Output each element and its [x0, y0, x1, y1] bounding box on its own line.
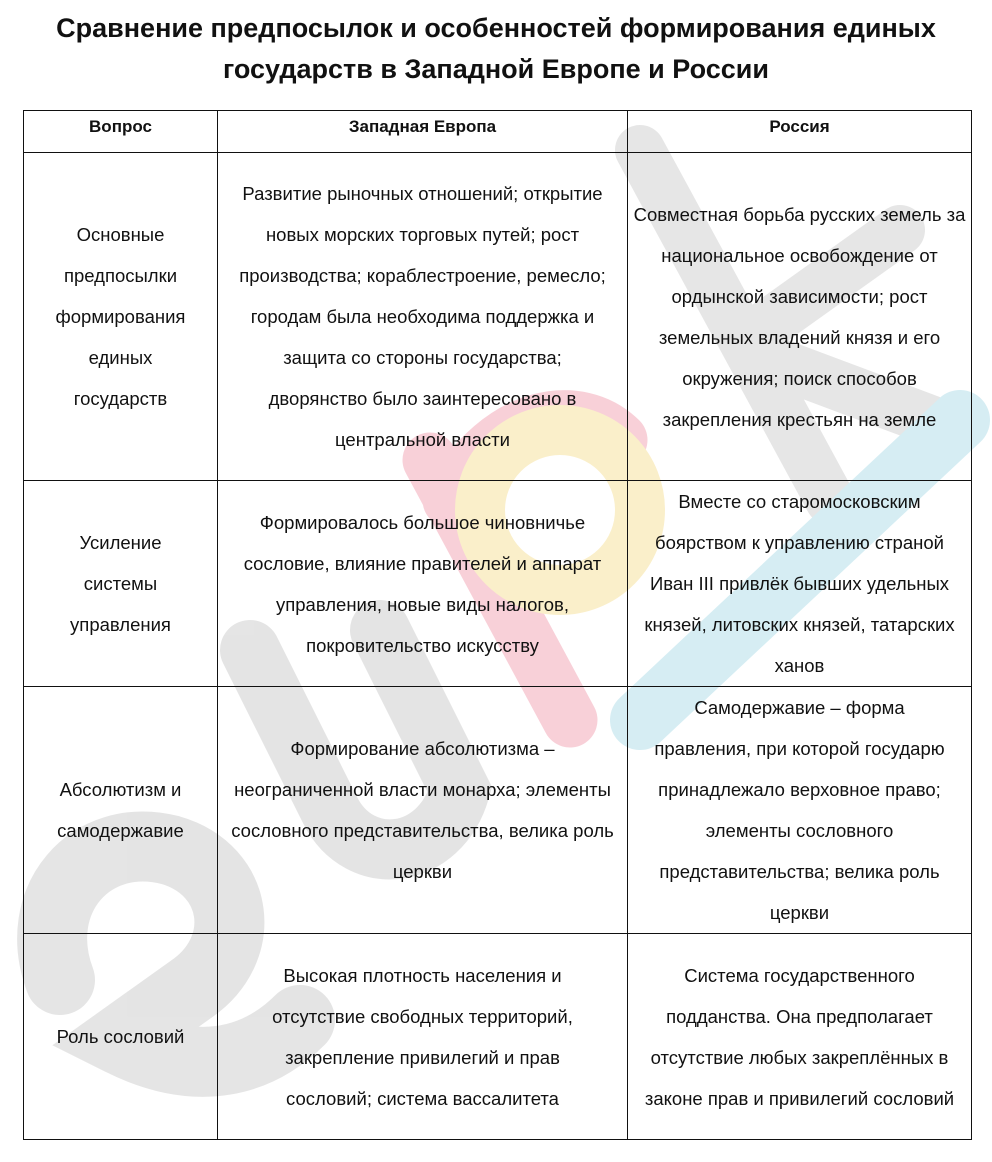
table-header-row: [24, 111, 972, 153]
header-russia: Россия: [628, 111, 972, 153]
cell-question: Абсолютизм и самодержавие: [24, 687, 218, 934]
cell-question: Основные предпосылки формирования единых государств: [24, 153, 218, 481]
cell-western-europe: Формировалось большое чиновничье сословие, влияние правителей и аппарат управления, новые виды налогов, покровительство искусству: [218, 481, 628, 687]
page-title: Сравнение предпосылок и особенностей формирования единых государств в Западной Европе и России: [56, 13, 936, 84]
table-row: [24, 153, 972, 481]
header-question: Вопрос: [24, 111, 218, 153]
cell-question: Роль сословий: [24, 934, 218, 1140]
header-western-europe: Западная Европа: [218, 111, 628, 153]
cell-russia: Система государственного подданства. Она предполагает отсутствие любых закреплённых в законе прав и привилегий сословий: [628, 934, 972, 1140]
table-row: [24, 687, 972, 934]
table-row: [24, 934, 972, 1140]
cell-western-europe: Высокая плотность населения и отсутствие свободных территорий, закрепление привилегий и прав сословий; система вассалитета: [218, 934, 628, 1140]
comparison-table: [23, 110, 972, 1140]
table-row: [24, 481, 972, 687]
cell-western-europe: Развитие рыночных отношений; открытие новых морских торговых путей; рост производства; кораблестроение, ремесло; городам была необходима поддержка и защита со стороны государства; дворянство было заинтересовано в центральной власти: [218, 153, 628, 481]
cell-russia: Самодержавие – форма правления, при которой государю принадлежало верховное право; элементы сословного представительства; велика роль церкви: [628, 687, 972, 934]
cell-western-europe: Формирование абсолютизма – неограниченной власти монарха; элементы сословного представительства, велика роль церкви: [218, 687, 628, 934]
cell-question: Усиление системы управления: [24, 481, 218, 687]
cell-russia: Вместе со старомосковским боярством к управлению страной Иван III привлёк бывших удельных князей, литовских князей, татарских ханов: [628, 481, 972, 687]
cell-russia: Совместная борьба русских земель за национальное освобождение от ордынской зависимости; рост земельных владений князя и его окружения; поиск способов закрепления крестьян на земле: [628, 153, 972, 481]
